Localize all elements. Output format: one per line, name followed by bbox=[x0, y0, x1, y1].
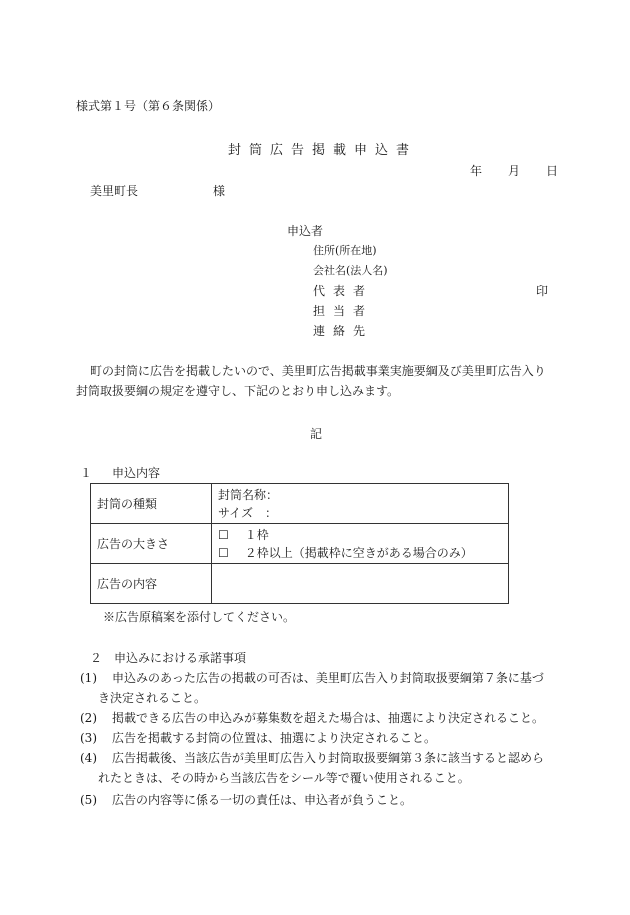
consent-item-1 bbox=[80, 671, 544, 685]
ad-size-cell bbox=[212, 524, 509, 564]
body-text-line-2: 封筒取扱要綱の規定を遵守し、下記のとおり申し込みます。 bbox=[76, 384, 400, 398]
consent-item-number: (1) bbox=[80, 671, 97, 685]
consent-item-number: (4) bbox=[80, 751, 97, 765]
ad-content-label: 広告の内容 bbox=[91, 564, 212, 604]
consent-item-number: (2) bbox=[80, 711, 97, 725]
consent-item-text: 申込みのあった広告の掲載の可否は、美里町広告入り封筒取扱要綱第７条に基づ bbox=[112, 671, 544, 685]
applicant-company-label: 会社名(法人名) bbox=[313, 264, 388, 277]
section-1-heading bbox=[80, 466, 160, 480]
date-year-label: 年 bbox=[470, 164, 483, 178]
consent-item-text: 広告の内容等に係る一切の責任は、申込者が負うこと。 bbox=[112, 793, 413, 807]
ad-size-option-2[interactable] bbox=[218, 544, 502, 562]
addressee: 美里町長 bbox=[90, 184, 139, 198]
ad-size-option-1-text: １枠 bbox=[244, 527, 269, 542]
checkbox-icon[interactable]: ☐ bbox=[218, 527, 229, 542]
application-content-table bbox=[90, 483, 509, 604]
ad-size-label: 広告の大きさ bbox=[91, 524, 212, 564]
envelope-name-field-label: 封筒名称： bbox=[218, 487, 279, 502]
section-2-heading: ２ 申込みにおける承諾事項 bbox=[90, 651, 247, 665]
consent-item-text: 広告を掲載する封筒の位置は、抽選により決定されること。 bbox=[112, 731, 437, 745]
date-month-label: 月 bbox=[508, 164, 521, 178]
document-title: 封筒広告掲載申込書 bbox=[228, 143, 418, 158]
ad-size-option-1[interactable] bbox=[218, 526, 502, 544]
consent-item-4 bbox=[80, 751, 544, 765]
table-row bbox=[91, 484, 509, 524]
attachment-note: ※広告原稿案を添付してください。 bbox=[103, 610, 296, 624]
body-text-line-1: 町の封筒に広告を掲載したいので、美里町広告掲載事業実施要綱及び美里町広告入り bbox=[90, 364, 546, 378]
consent-item-4-cont: れたときは、その時から当該広告をシール等で覆い使用されること。 bbox=[98, 771, 470, 785]
envelope-size-field-label: サイズ ： bbox=[218, 505, 278, 520]
envelope-type-cell[interactable] bbox=[212, 484, 509, 524]
table-row bbox=[91, 524, 509, 564]
consent-item-number: (5) bbox=[80, 793, 97, 807]
date-day-label: 日 bbox=[546, 164, 559, 178]
applicant-contact-info-label: 連絡先 bbox=[313, 324, 374, 338]
consent-item-3 bbox=[80, 731, 436, 745]
table-row bbox=[91, 564, 509, 604]
ad-size-option-2-text: ２枠以上（掲載枠に空きがある場合のみ） bbox=[244, 545, 473, 560]
section-1-number: １ bbox=[80, 466, 93, 480]
ad-content-cell[interactable] bbox=[212, 564, 509, 604]
consent-item-5 bbox=[80, 793, 412, 807]
section-1-heading-text: 申込内容 bbox=[112, 466, 161, 480]
envelope-type-label: 封筒の種類 bbox=[91, 484, 212, 524]
applicant-representative-label: 代表者 bbox=[313, 284, 374, 298]
consent-item-text: 広告掲載後、当該広告が美里町広告入り封筒取扱要綱第３条に該当すると認めら bbox=[112, 751, 545, 765]
applicant-label: 申込者 bbox=[287, 224, 324, 238]
consent-item-1-cont: き決定されること。 bbox=[98, 691, 207, 705]
consent-item-2 bbox=[80, 711, 544, 725]
honorific: 様 bbox=[213, 184, 226, 198]
consent-item-text: 掲載できる広告の申込みが募集数を超えた場合は、抽選により決定されること。 bbox=[112, 711, 545, 725]
applicant-contact-person-label: 担当者 bbox=[313, 304, 374, 318]
consent-item-number: (3) bbox=[80, 731, 97, 745]
applicant-address-label: 住所(所在地) bbox=[313, 244, 377, 257]
form-number: 様式第１号（第６条関係） bbox=[76, 99, 221, 113]
ki-heading: 記 bbox=[310, 427, 323, 441]
checkbox-icon[interactable]: ☐ bbox=[218, 545, 229, 560]
seal-mark: 印 bbox=[536, 284, 549, 298]
